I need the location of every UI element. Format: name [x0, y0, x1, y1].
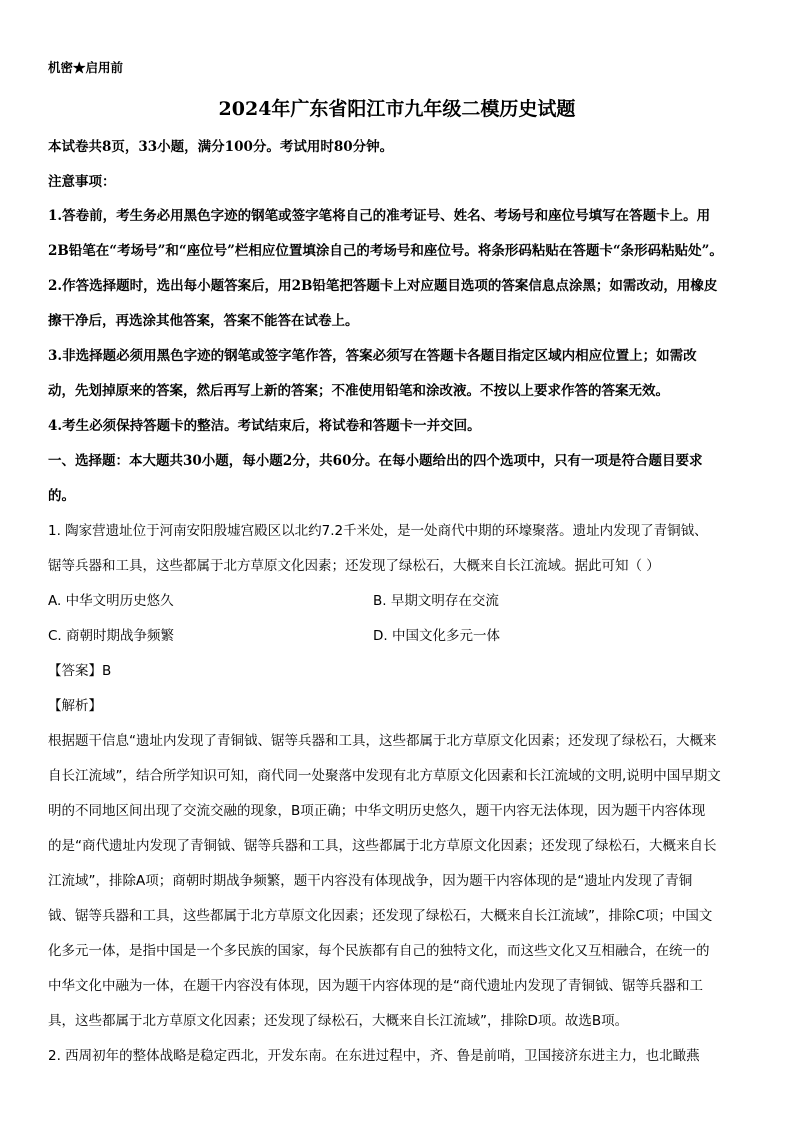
confidential-label: 机密★启用前	[48, 60, 124, 75]
analysis-line-6: 钺、锯等兵器和工具，这些都属于北方草原文化因素；还发现了绿松石，大概来自长江流域”，排除C项；中国文	[48, 908, 713, 924]
question-1-option-a: A. 中华文明历史悠久	[48, 593, 174, 609]
question-1-stem-line-2: 锯等兵器和工具，这些都属于北方草原文化因素；还发现了绿松石，大概来自长江流域。据此可知（ ）	[48, 558, 660, 574]
analysis-line-1: 根据题干信息“遗址内发现了青铜钺、锯等兵器和工具，这些都属于北方草原文化因素；还发现了绿松石，大概来	[48, 733, 717, 749]
notice-4: 4.考生必须保持答题卡的整洁。考试结束后，将试卷和答题卡一并交回。	[48, 418, 481, 434]
analysis-line-8: 中华文化中融为一体，在题干内容没有体现，因为题干内容体现的是“商代遗址内发现了青铜钺、锯等兵器和工	[48, 978, 703, 994]
question-1-stem-line-1: 1. 陶家营遗址位于河南安阳殷墟宫殿区以北约7.2千米处，是一处商代中期的环壕聚落。遗址内发现了青铜钺、	[48, 523, 708, 539]
notice-3-line-1: 3.非选择题必须用黑色字迹的钢笔或签字笔作答，答案必须写在答题卡各题目指定区域内相应位置上；如需改	[48, 348, 697, 364]
section-heading-line-2: 的。	[48, 488, 75, 504]
analysis-line-4: 的是“商代遗址内发现了青铜钺、锯等兵器和工具，这些都属于北方草原文化因素；还发现了绿松石，大概来自长	[48, 838, 717, 854]
notice-1-line-1: 1.答卷前，考生务必用黑色字迹的钢笔或签字笔将自己的准考证号、姓名、考场号和座位号填写在答题卡上。用	[48, 208, 711, 224]
question-2-stem-line-1: 2. 西周初年的整体战略是稳定西北，开发东南。在东进过程中，齐、鲁是前哨，卫国接济东进主力，也北瞰燕	[48, 1048, 700, 1064]
notice-1-line-2: 2B铅笔在“考场号”和“座位号”栏相应位置填涂自己的考场号和座位号。将条形码粘贴在答题卡“条形码粘贴处”。	[48, 243, 723, 259]
notices-heading: 注意事项：	[48, 174, 116, 190]
analysis-line-2: 自长江流域”，结合所学知识可知，商代同一处聚落中发现有北方草原文化因素和长江流域的文明,说明中国早期文	[48, 768, 721, 784]
notice-2-line-1: 2.作答选择题时，选出每小题答案后，用2B铅笔把答题卡上对应题目选项的答案信息点涂黑；如需改动，用橡皮	[48, 278, 718, 294]
section-heading-line-1: 一、选择题：本大题共30小题，每小题2分，共60分。在每小题给出的四个选项中，只有一项是符合题目要求	[48, 453, 703, 469]
exam-info: 本试卷共8页，33小题，满分100分。考试用时80分钟。	[48, 139, 394, 155]
question-1-option-d: D. 中国文化多元一体	[373, 628, 500, 644]
page-title: 2024年广东省阳江市九年级二模历史试题	[218, 98, 576, 120]
question-1-analysis-heading: 【解析】	[48, 698, 102, 714]
question-1-option-b: B. 早期文明存在交流	[373, 593, 499, 609]
analysis-line-7: 化多元一体，是指中国是一个多民族的国家，每个民族都有自己的独特文化，而这些文化又互相融合，在统一的	[48, 943, 710, 959]
notice-3-line-2: 动，先划掉原来的答案，然后再写上新的答案；不准使用铅笔和涂改液。不按以上要求作答的答案无效。	[48, 383, 669, 399]
analysis-line-3: 明的不同地区间出现了交流交融的现象，B项正确；中华文明历史悠久，题干内容无法体现，因为题干内容体现	[48, 803, 706, 819]
analysis-line-9: 具，这些都属于北方草原文化因素；还发现了绿松石，大概来自长江流域”，排除D项。故选B项。	[48, 1013, 629, 1029]
question-1-option-c: C. 商朝时期战争频繁	[48, 628, 175, 644]
question-1-answer: 【答案】B	[48, 663, 112, 679]
analysis-line-5: 江流域”，排除A项；商朝时期战争频繁，题干内容没有体现战争，因为题干内容体现的是“遗址内发现了青铜	[48, 873, 693, 889]
notice-2-line-2: 擦干净后，再选涂其他答案，答案不能答在试卷上。	[48, 313, 359, 329]
